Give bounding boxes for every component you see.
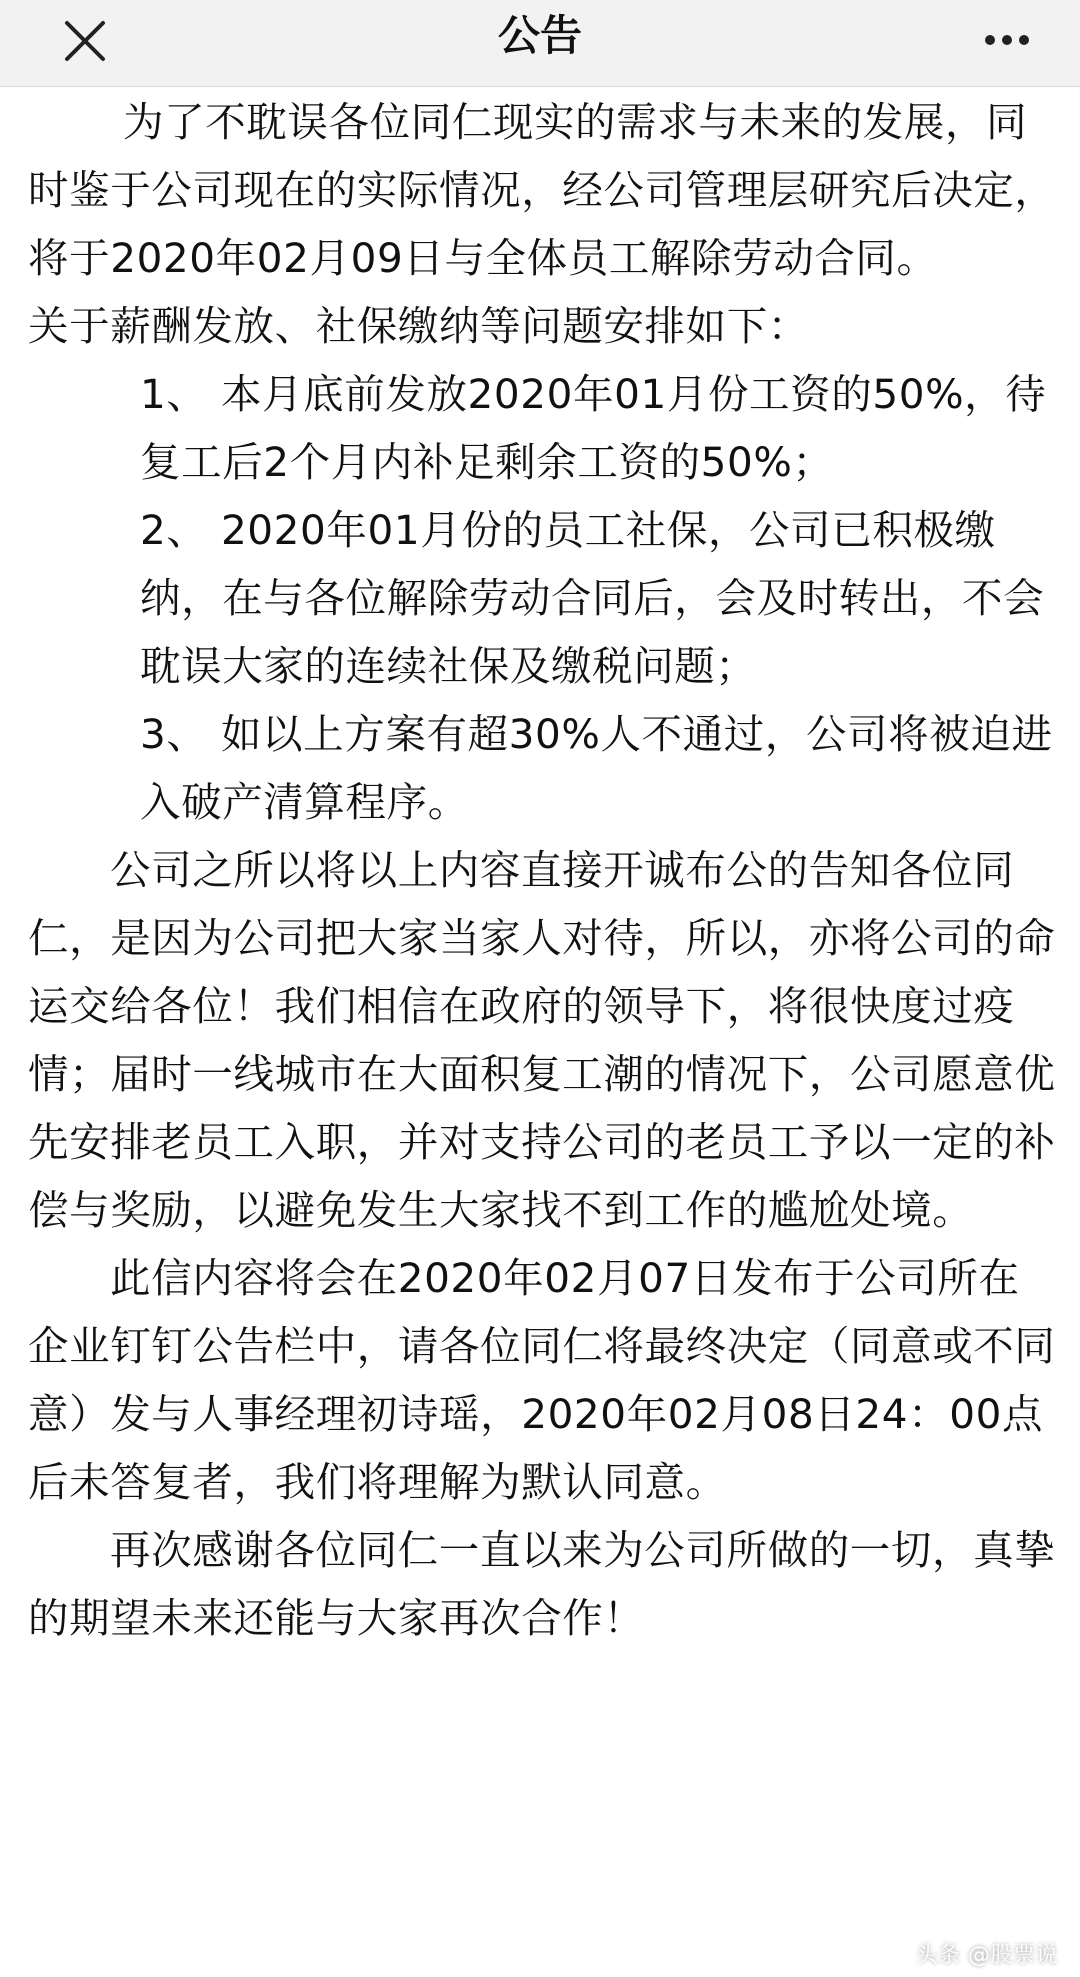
list-item: 1、 本月底前发放2020年01月份工资的50%，待复工后2个月内补足剩余工资的50%； bbox=[140, 370, 1047, 486]
more-options-button[interactable] bbox=[972, 10, 1042, 70]
intro-paragraph: 为了不耽误各位同仁现实的需求与未来的发展，同时鉴于公司现在的实际情况，经公司管理层研究后决定，将于2020年02月09日与全体员工解除劳动合同。 bbox=[28, 98, 1056, 282]
announcement-body bbox=[28, 88, 1058, 1652]
page-title: 公告 bbox=[497, 11, 582, 60]
more-vertical-icon bbox=[984, 34, 1030, 46]
watermark: 头条 @股票说 bbox=[915, 1943, 1058, 1968]
top-bar bbox=[0, 0, 1080, 87]
arrangement-heading: 关于薪酬发放、社保缴纳等问题安排如下： bbox=[28, 302, 809, 350]
list-item: 2、 2020年01月份的员工社保，公司已积极缴纳，在与各位解除劳动合同后，会及时转出，不会耽误大家的连续社保及缴税问题； bbox=[140, 506, 1045, 690]
closing-paragraph: 再次感谢各位同仁一直以来为公司所做的一切，真挚的期望未来还能与大家再次合作！ bbox=[28, 1526, 1056, 1642]
list-item: 3、 如以上方案有超30%人不通过，公司将被迫进入破产清算程序。 bbox=[140, 710, 1053, 826]
deadline-paragraph: 此信内容将会在2020年02月07日发布于公司所在企业钉钉公告栏中，请各位同仁将最终决定（同意或不同意）发与人事经理初诗瑶，2020年02月08日24：00点后未答复者，我们将理解为默认同意。 bbox=[28, 1254, 1056, 1506]
explanation-paragraph: 公司之所以将以上内容直接开诚布公的告知各位同仁，是因为公司把大家当家人对待，所以，亦将公司的命运交给各位！我们相信在政府的领导下，将很快度过疫情；届时一线城市在大面积复工潮的情况下，公司愿意优先安排老员工入职，并对支持公司的老员工予以一定的补偿与奖励，以避免发生大家找不到工作的尴尬处境。 bbox=[28, 846, 1056, 1234]
